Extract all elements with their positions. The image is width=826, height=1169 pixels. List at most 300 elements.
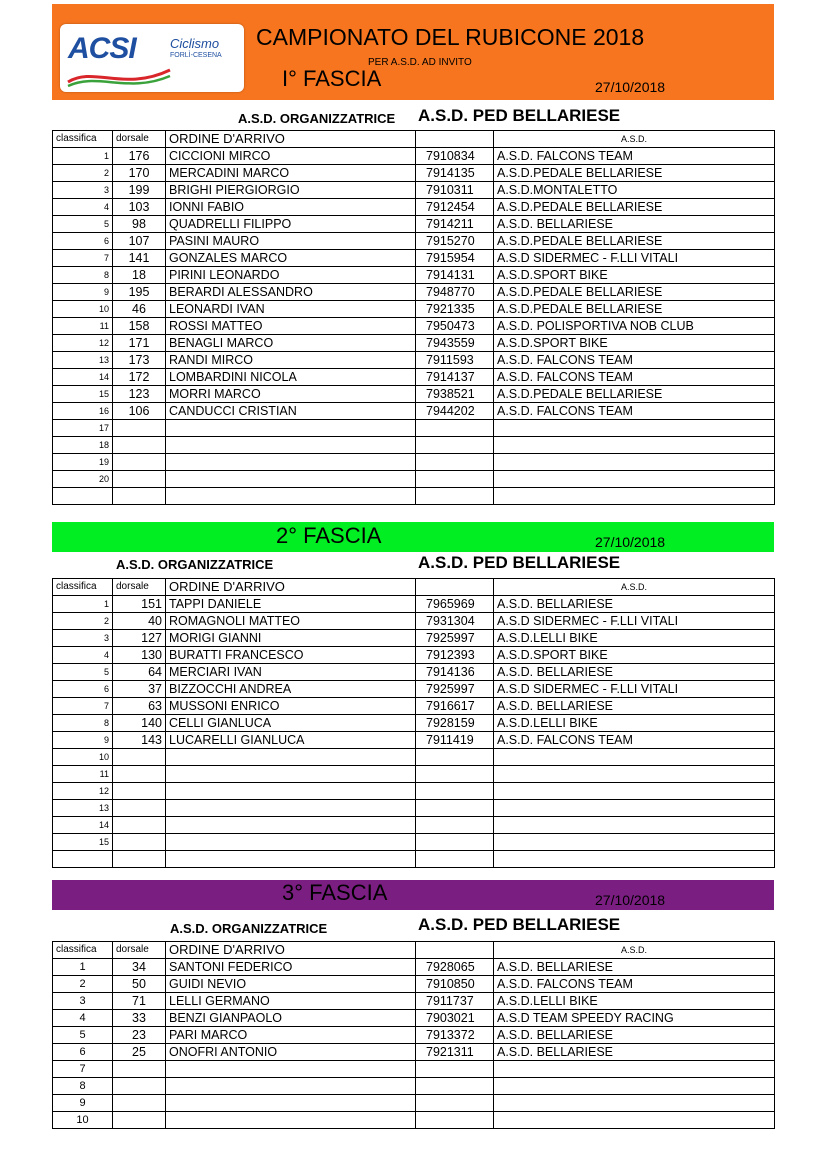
team-cell: A.S.D. BELLARIESE — [494, 1027, 775, 1044]
rider-name-cell: GONZALES MARCO — [166, 250, 416, 267]
team-cell — [494, 766, 775, 783]
bib-cell — [113, 488, 166, 505]
rank-cell: 1 — [53, 148, 113, 165]
bib-cell: 103 — [113, 199, 166, 216]
team-cell — [494, 800, 775, 817]
card-number-cell: 7944202 — [416, 403, 494, 420]
table-row — [53, 318, 775, 335]
table-row — [53, 1095, 775, 1112]
card-number-cell: 7938521 — [416, 386, 494, 403]
bib-cell — [113, 749, 166, 766]
rank-cell: 2 — [53, 976, 113, 993]
rank-cell: 8 — [53, 715, 113, 732]
organizer-name-1: A.S.D. PED BELLARIESE — [418, 106, 621, 125]
team-cell: A.S.D. FALCONS TEAM — [494, 352, 775, 369]
team-cell: A.S.D.SPORT BIKE — [494, 335, 775, 352]
bib-cell — [113, 800, 166, 817]
table-row — [53, 352, 775, 369]
table-row — [53, 182, 775, 199]
rank-cell: 20 — [53, 471, 113, 488]
team-cell: A.S.D. FALCONS TEAM — [494, 148, 775, 165]
rider-name-cell: ROSSI MATTEO — [166, 318, 416, 335]
rider-name-cell: BENAGLI MARCO — [166, 335, 416, 352]
bib-cell — [113, 1112, 166, 1129]
card-number-cell — [416, 471, 494, 488]
rank-cell: 1 — [53, 959, 113, 976]
rider-name-cell — [166, 488, 416, 505]
rank-cell: 4 — [53, 1010, 113, 1027]
table-row — [53, 993, 775, 1010]
card-number-cell: 7914131 — [416, 267, 494, 284]
bib-cell — [113, 851, 166, 868]
card-number-cell — [416, 1061, 494, 1078]
table-row — [53, 976, 775, 993]
team-cell — [494, 1095, 775, 1112]
rider-name-cell: MERCIARI IVAN — [166, 664, 416, 681]
rank-cell: 9 — [53, 284, 113, 301]
card-number-cell: 7921311 — [416, 1044, 494, 1061]
fascia-3-date: 27/10/2018 — [595, 892, 666, 908]
card-number-cell: 7911737 — [416, 993, 494, 1010]
rider-name-cell — [166, 766, 416, 783]
card-number-cell: 7914211 — [416, 216, 494, 233]
card-number-cell — [416, 851, 494, 868]
col-header-asd: A.S.D. — [494, 942, 775, 959]
table-row — [53, 630, 775, 647]
card-number-cell — [416, 420, 494, 437]
bib-cell: 130 — [113, 647, 166, 664]
organizer-label-2: A.S.D. ORGANIZZATRICE — [116, 557, 274, 572]
card-number-cell: 7948770 — [416, 284, 494, 301]
bib-cell: 23 — [113, 1027, 166, 1044]
table-row — [53, 437, 775, 454]
card-number-cell — [416, 437, 494, 454]
rider-name-cell — [166, 783, 416, 800]
table-row — [53, 216, 775, 233]
logo-region-text: FORLÌ-CESENA — [170, 52, 222, 59]
card-number-cell: 7910850 — [416, 976, 494, 993]
bib-cell — [113, 471, 166, 488]
team-cell: A.S.D.SPORT BIKE — [494, 647, 775, 664]
table-header-row — [53, 942, 775, 959]
rider-name-cell: ROMAGNOLI MATTEO — [166, 613, 416, 630]
team-cell: A.S.D.SPORT BIKE — [494, 267, 775, 284]
bib-cell — [113, 766, 166, 783]
team-cell — [494, 420, 775, 437]
card-number-cell — [416, 800, 494, 817]
card-number-cell — [416, 749, 494, 766]
fascia-1-date: 27/10/2018 — [595, 79, 666, 95]
card-number-cell: 7914137 — [416, 369, 494, 386]
team-cell — [494, 471, 775, 488]
card-number-cell — [416, 1095, 494, 1112]
team-cell: A.S.D. FALCONS TEAM — [494, 369, 775, 386]
bib-cell: 34 — [113, 959, 166, 976]
rank-cell: 5 — [53, 664, 113, 681]
rider-name-cell: QUADRELLI FILIPPO — [166, 216, 416, 233]
rank-cell: 13 — [53, 352, 113, 369]
card-number-cell: 7915270 — [416, 233, 494, 250]
bib-cell: 173 — [113, 352, 166, 369]
table-row — [53, 1112, 775, 1129]
rank-cell: 15 — [53, 834, 113, 851]
team-cell: A.S.D.PEDALE BELLARIESE — [494, 386, 775, 403]
rank-cell: 12 — [53, 335, 113, 352]
table-row — [53, 834, 775, 851]
bib-cell — [113, 1095, 166, 1112]
team-cell — [494, 817, 775, 834]
card-number-cell — [416, 834, 494, 851]
rider-name-cell: ONOFRI ANTONIO — [166, 1044, 416, 1061]
rank-cell: 4 — [53, 199, 113, 216]
fascia-3-title: 3° FASCIA — [282, 880, 388, 905]
rider-name-cell — [166, 1112, 416, 1129]
col-header-codice — [416, 131, 494, 148]
col-header-asd: A.S.D. — [494, 579, 775, 596]
table-row — [53, 647, 775, 664]
bib-cell: 106 — [113, 403, 166, 420]
card-number-cell — [416, 817, 494, 834]
table-row — [53, 369, 775, 386]
col-header-dorsale: dorsale — [113, 579, 166, 596]
rider-name-cell — [166, 834, 416, 851]
bib-cell: 71 — [113, 993, 166, 1010]
card-number-cell: 7910834 — [416, 148, 494, 165]
table-row — [53, 488, 775, 505]
rank-cell: 9 — [53, 732, 113, 749]
rider-name-cell: PARI MARCO — [166, 1027, 416, 1044]
bib-cell: 33 — [113, 1010, 166, 1027]
rank-cell: 11 — [53, 766, 113, 783]
team-cell: A.S.D. POLISPORTIVA NOB CLUB — [494, 318, 775, 335]
rank-cell: 14 — [53, 369, 113, 386]
card-number-cell — [416, 488, 494, 505]
team-cell: A.S.D.LELLI BIKE — [494, 715, 775, 732]
table-row — [53, 613, 775, 630]
rank-cell — [53, 488, 113, 505]
table-row — [53, 783, 775, 800]
table-row — [53, 664, 775, 681]
rank-cell: 8 — [53, 267, 113, 284]
table-row — [53, 420, 775, 437]
table-row — [53, 267, 775, 284]
results-table-2 — [52, 578, 775, 868]
card-number-cell: 7928065 — [416, 959, 494, 976]
rider-name-cell: CANDUCCI CRISTIAN — [166, 403, 416, 420]
col-header-asd: A.S.D. — [494, 131, 775, 148]
team-cell — [494, 1061, 775, 1078]
fascia-2-band — [52, 522, 774, 552]
table-row — [53, 471, 775, 488]
rank-cell: 3 — [53, 993, 113, 1010]
bib-cell: 63 — [113, 698, 166, 715]
team-cell: A.S.D. BELLARIESE — [494, 1044, 775, 1061]
table-row — [53, 732, 775, 749]
col-header-classifica: classifica — [53, 579, 113, 596]
fascia-3-band — [52, 880, 774, 910]
table-row — [53, 1044, 775, 1061]
rank-cell: 2 — [53, 165, 113, 182]
rank-cell: 3 — [53, 630, 113, 647]
team-cell: A.S.D. BELLARIESE — [494, 596, 775, 613]
team-cell: A.S.D. BELLARIESE — [494, 216, 775, 233]
rank-cell — [53, 851, 113, 868]
bib-cell: 46 — [113, 301, 166, 318]
rider-name-cell: RANDI MIRCO — [166, 352, 416, 369]
bib-cell: 141 — [113, 250, 166, 267]
col-header-codice — [416, 579, 494, 596]
page-subtitle: PER A.S.D. AD INVITO — [368, 57, 472, 68]
results-table-3 — [52, 941, 775, 1129]
bib-cell: 123 — [113, 386, 166, 403]
rider-name-cell: BIZZOCCHI ANDREA — [166, 681, 416, 698]
rider-name-cell — [166, 420, 416, 437]
rank-cell: 11 — [53, 318, 113, 335]
rider-name-cell: IONNI FABIO — [166, 199, 416, 216]
team-cell: A.S.D. BELLARIESE — [494, 698, 775, 715]
rider-name-cell — [166, 437, 416, 454]
rider-name-cell: BERARDI ALESSANDRO — [166, 284, 416, 301]
bib-cell — [113, 783, 166, 800]
rider-name-cell — [166, 851, 416, 868]
card-number-cell: 7928159 — [416, 715, 494, 732]
rider-name-cell: LUCARELLI GIANLUCA — [166, 732, 416, 749]
rank-cell: 18 — [53, 437, 113, 454]
rider-name-cell: TAPPI DANIELE — [166, 596, 416, 613]
rider-name-cell: GUIDI NEVIO — [166, 976, 416, 993]
table-row — [53, 596, 775, 613]
table-header-row — [53, 131, 775, 148]
rank-cell: 16 — [53, 403, 113, 420]
bib-cell: 176 — [113, 148, 166, 165]
bib-cell: 151 — [113, 596, 166, 613]
team-cell — [494, 834, 775, 851]
card-number-cell — [416, 1078, 494, 1095]
rank-cell: 12 — [53, 783, 113, 800]
rank-cell: 14 — [53, 817, 113, 834]
col-header-classifica: classifica — [53, 942, 113, 959]
col-header-classifica: classifica — [53, 131, 113, 148]
team-cell: A.S.D SIDERMEC - F.LLI VITALI — [494, 613, 775, 630]
rider-name-cell: CICCIONI MIRCO — [166, 148, 416, 165]
rank-cell: 3 — [53, 182, 113, 199]
rider-name-cell: MORRI MARCO — [166, 386, 416, 403]
bib-cell — [113, 454, 166, 471]
table-row — [53, 284, 775, 301]
bib-cell: 18 — [113, 267, 166, 284]
bib-cell: 158 — [113, 318, 166, 335]
table-row — [53, 698, 775, 715]
bib-cell: 199 — [113, 182, 166, 199]
rider-name-cell: MORIGI GIANNI — [166, 630, 416, 647]
rider-name-cell: SANTONI FEDERICO — [166, 959, 416, 976]
rank-cell: 19 — [53, 454, 113, 471]
rider-name-cell — [166, 800, 416, 817]
rank-cell: 6 — [53, 1044, 113, 1061]
card-number-cell: 7910311 — [416, 182, 494, 199]
table-row — [53, 749, 775, 766]
rank-cell: 10 — [53, 301, 113, 318]
table-header-row — [53, 579, 775, 596]
card-number-cell: 7965969 — [416, 596, 494, 613]
table-row — [53, 301, 775, 318]
table-row — [53, 959, 775, 976]
team-cell: A.S.D.MONTALETTO — [494, 182, 775, 199]
team-cell — [494, 783, 775, 800]
bib-cell: 107 — [113, 233, 166, 250]
bib-cell: 127 — [113, 630, 166, 647]
bib-cell: 172 — [113, 369, 166, 386]
rank-cell: 6 — [53, 681, 113, 698]
rank-cell: 4 — [53, 647, 113, 664]
rank-cell: 9 — [53, 1095, 113, 1112]
table-row — [53, 766, 775, 783]
rider-name-cell — [166, 454, 416, 471]
organizer-label-3: A.S.D. ORGANIZZATRICE — [170, 921, 328, 936]
table-row — [53, 851, 775, 868]
table-row — [53, 1061, 775, 1078]
team-cell: A.S.D SIDERMEC - F.LLI VITALI — [494, 250, 775, 267]
team-cell — [494, 749, 775, 766]
card-number-cell — [416, 454, 494, 471]
team-cell: A.S.D TEAM SPEEDY RACING — [494, 1010, 775, 1027]
team-cell: A.S.D. FALCONS TEAM — [494, 976, 775, 993]
team-cell: A.S.D. FALCONS TEAM — [494, 403, 775, 420]
col-header-dorsale: dorsale — [113, 131, 166, 148]
fascia-2-date: 27/10/2018 — [595, 534, 666, 550]
organizer-label-1: A.S.D. ORGANIZZATRICE — [238, 111, 396, 126]
rider-name-cell: LEONARDI IVAN — [166, 301, 416, 318]
team-cell — [494, 437, 775, 454]
table-row — [53, 250, 775, 267]
rider-name-cell: PIRINI LEONARDO — [166, 267, 416, 284]
bib-cell: 40 — [113, 613, 166, 630]
rank-cell: 6 — [53, 233, 113, 250]
fascia-2-title: 2° FASCIA — [276, 523, 382, 548]
rank-cell: 7 — [53, 1061, 113, 1078]
card-number-cell: 7925997 — [416, 630, 494, 647]
card-number-cell — [416, 766, 494, 783]
organizer-name-3: A.S.D. PED BELLARIESE — [418, 915, 621, 934]
rider-name-cell: CELLI GIANLUCA — [166, 715, 416, 732]
rank-cell: 10 — [53, 749, 113, 766]
col-header-codice — [416, 942, 494, 959]
rider-name-cell: BRIGHI PIERGIORGIO — [166, 182, 416, 199]
bib-cell: 171 — [113, 335, 166, 352]
team-cell — [494, 488, 775, 505]
team-cell: A.S.D.PEDALE BELLARIESE — [494, 233, 775, 250]
rider-name-cell — [166, 471, 416, 488]
bib-cell: 25 — [113, 1044, 166, 1061]
rider-name-cell: LELLI GERMANO — [166, 993, 416, 1010]
table-row — [53, 199, 775, 216]
card-number-cell: 7912393 — [416, 647, 494, 664]
table-row — [53, 1078, 775, 1095]
logo-ciclismo-text: Ciclismo — [170, 36, 220, 51]
team-cell: A.S.D.PEDALE BELLARIESE — [494, 301, 775, 318]
card-number-cell: 7915954 — [416, 250, 494, 267]
team-cell — [494, 1112, 775, 1129]
bib-cell: 50 — [113, 976, 166, 993]
card-number-cell — [416, 1112, 494, 1129]
team-cell: A.S.D.PEDALE BELLARIESE — [494, 199, 775, 216]
team-cell: A.S.D.PEDALE BELLARIESE — [494, 284, 775, 301]
rider-name-cell: PASINI MAURO — [166, 233, 416, 250]
table-row — [53, 715, 775, 732]
acsi-logo — [60, 24, 244, 92]
rank-cell: 1 — [53, 596, 113, 613]
table-row — [53, 335, 775, 352]
rank-cell: 5 — [53, 1027, 113, 1044]
table-row — [53, 800, 775, 817]
bib-cell: 195 — [113, 284, 166, 301]
rank-cell: 17 — [53, 420, 113, 437]
bib-cell — [113, 834, 166, 851]
card-number-cell — [416, 783, 494, 800]
team-cell: A.S.D.LELLI BIKE — [494, 630, 775, 647]
col-header-ordine: ORDINE D'ARRIVO — [166, 942, 416, 959]
rider-name-cell — [166, 749, 416, 766]
table-row — [53, 386, 775, 403]
team-cell: A.S.D. BELLARIESE — [494, 664, 775, 681]
rank-cell: 5 — [53, 216, 113, 233]
bib-cell: 64 — [113, 664, 166, 681]
bib-cell — [113, 1078, 166, 1095]
bib-cell — [113, 1061, 166, 1078]
team-cell: A.S.D. BELLARIESE — [494, 959, 775, 976]
card-number-cell: 7914135 — [416, 165, 494, 182]
card-number-cell: 7913372 — [416, 1027, 494, 1044]
table-row — [53, 233, 775, 250]
team-cell — [494, 851, 775, 868]
logo-acsi-text: ACSI — [68, 32, 136, 65]
card-number-cell: 7911419 — [416, 732, 494, 749]
col-header-dorsale: dorsale — [113, 942, 166, 959]
rank-cell: 2 — [53, 613, 113, 630]
card-number-cell: 7931304 — [416, 613, 494, 630]
rider-name-cell: MERCADINI MARCO — [166, 165, 416, 182]
bib-cell: 170 — [113, 165, 166, 182]
bib-cell: 37 — [113, 681, 166, 698]
card-number-cell: 7943559 — [416, 335, 494, 352]
card-number-cell: 7903021 — [416, 1010, 494, 1027]
table-row — [53, 454, 775, 471]
card-number-cell: 7911593 — [416, 352, 494, 369]
rank-cell: 8 — [53, 1078, 113, 1095]
card-number-cell: 7914136 — [416, 664, 494, 681]
table-row — [53, 817, 775, 834]
page-title: CAMPIONATO DEL RUBICONE 2018 — [256, 24, 645, 50]
rank-cell: 7 — [53, 250, 113, 267]
team-cell — [494, 454, 775, 471]
table-row — [53, 1027, 775, 1044]
bib-cell — [113, 420, 166, 437]
card-number-cell: 7916617 — [416, 698, 494, 715]
rank-cell: 13 — [53, 800, 113, 817]
team-cell — [494, 1078, 775, 1095]
rider-name-cell — [166, 1078, 416, 1095]
rider-name-cell: MUSSONI ENRICO — [166, 698, 416, 715]
bib-cell: 140 — [113, 715, 166, 732]
table-row — [53, 148, 775, 165]
team-cell: A.S.D SIDERMEC - F.LLI VITALI — [494, 681, 775, 698]
bib-cell — [113, 817, 166, 834]
table-row — [53, 165, 775, 182]
rider-name-cell — [166, 817, 416, 834]
rider-name-cell — [166, 1061, 416, 1078]
bib-cell: 98 — [113, 216, 166, 233]
table-row — [53, 1010, 775, 1027]
